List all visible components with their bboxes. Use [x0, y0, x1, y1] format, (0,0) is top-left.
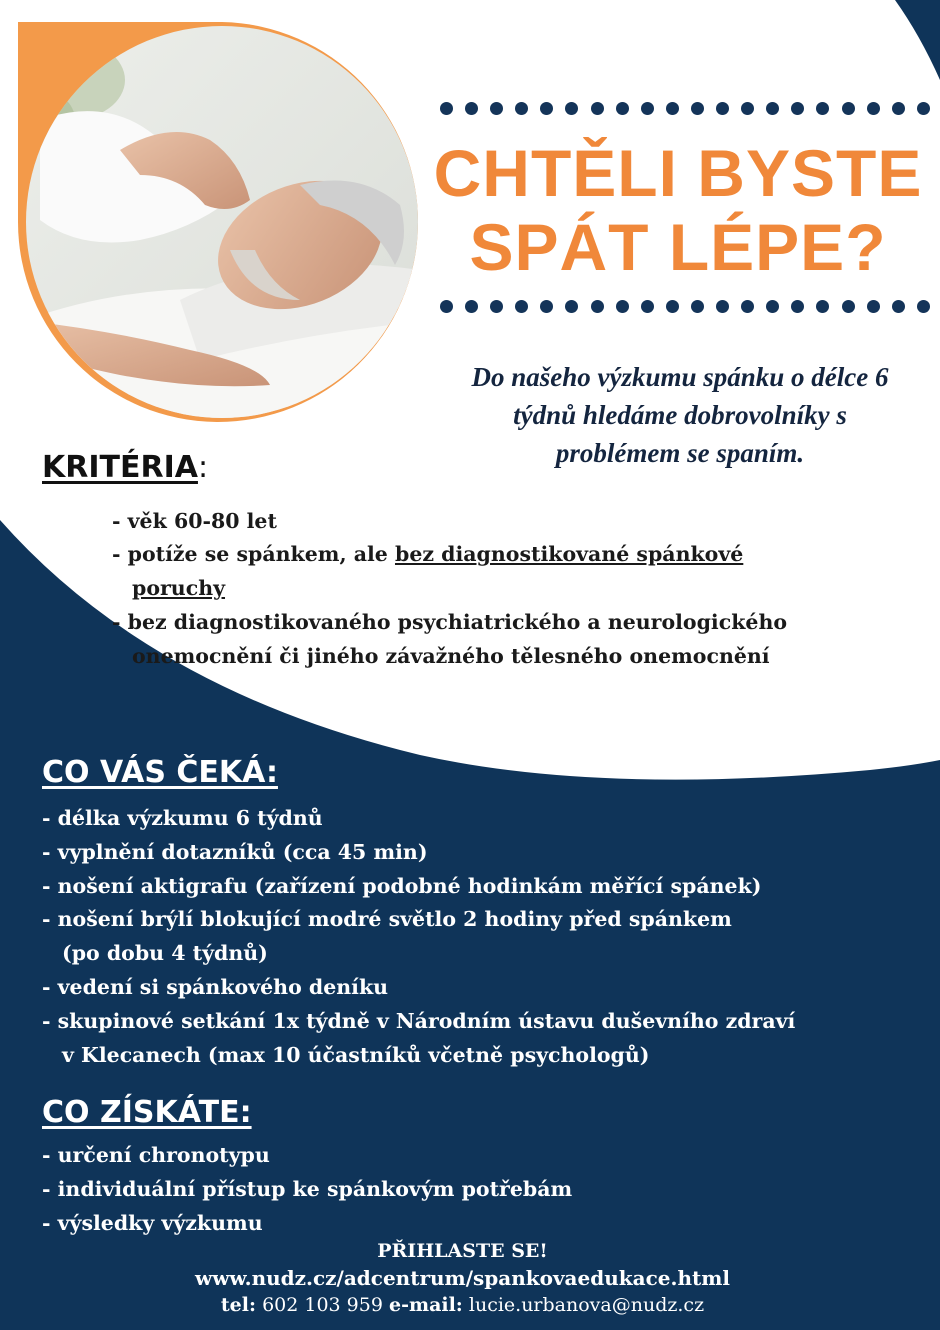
- criteria-item-diagnosis-cont: onemocnění či jiného závažného tělesného onemocnění: [132, 644, 770, 668]
- expect-item: - vedení si spánkového deníku: [42, 975, 389, 999]
- navy-corner-shape: [895, 0, 940, 80]
- criteria-item-sleep: - potíže se spánkem, ale bez diagnostikované spánkové: [112, 542, 744, 566]
- website-link[interactable]: www.nudz.cz/adcentrum/spankovaedukace.html: [195, 1266, 730, 1290]
- gain-item: - individuální přístup ke spánkovým potřebám: [42, 1177, 573, 1201]
- intro-text: [430, 358, 930, 472]
- headline: [418, 136, 938, 284]
- email-address[interactable]: lucie.urbanova@nudz.cz: [468, 1294, 705, 1316]
- intro-line-3: problémem se spaním.: [555, 438, 805, 468]
- contact-line: tel: 602 103 959 e-mail: lucie.urbanova@nudz.cz: [220, 1294, 705, 1316]
- expect-item: - nošení brýlí blokující modré světlo 2 hodiny před spánkem: [42, 907, 732, 931]
- criteria-heading: KRITÉRIA:: [42, 450, 209, 485]
- expect-item: - délka výzkumu 6 týdnů: [42, 806, 323, 830]
- expect-item: - skupinové setkání 1x týdně v Národním ústavu duševního zdraví: [42, 1009, 796, 1033]
- intro-line-2: týdnů hledáme dobrovolníky s: [513, 400, 847, 430]
- expect-item: - nošení aktigrafu (zařízení podobné hodinkám měřící spánek): [42, 874, 762, 898]
- criteria-item-sleep-cont: poruchy: [132, 576, 226, 600]
- phone-number[interactable]: 602 103 959: [262, 1294, 383, 1316]
- gain-item: - určení chronotypu: [42, 1143, 270, 1167]
- signup-call-to-action: PŘIHLASTE SE!: [377, 1240, 548, 1262]
- intro-line-1: Do našeho výzkumu spánku o délce 6: [471, 362, 889, 392]
- criteria-item-age: - věk 60-80 let: [112, 509, 277, 533]
- criteria-item-diagnosis: - bez diagnostikovaného psychiatrického a neurologického: [112, 610, 788, 634]
- expect-item: - vyplnění dotazníků (cca 45 min): [42, 840, 428, 864]
- gain-item: - výsledky výzkumu: [42, 1211, 263, 1235]
- decorative-dots-top: [440, 102, 930, 115]
- decorative-dots-bottom: [440, 300, 930, 313]
- gain-heading: CO ZÍSKÁTE:: [42, 1095, 252, 1130]
- headline-line-2: SPÁT LÉPE?: [469, 210, 887, 284]
- expect-item-cont: v Klecanech (max 10 účastníků včetně psychologů): [62, 1043, 650, 1067]
- headline-line-1: CHTĚLI BYSTE: [433, 136, 923, 210]
- expect-item-cont: (po dobu 4 týdnů): [62, 941, 268, 965]
- expect-heading: CO VÁS ČEKÁ:: [42, 755, 278, 790]
